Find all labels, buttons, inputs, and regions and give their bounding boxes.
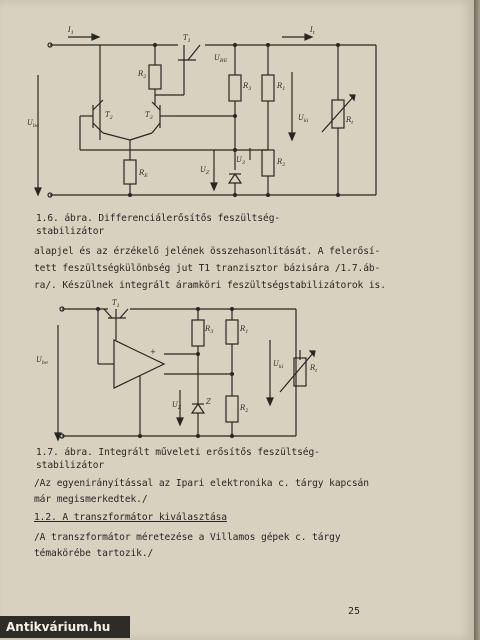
label-it: $I_t$ [310, 26, 315, 36]
figure-caption-1-6-line2: stabilizátor [36, 226, 105, 237]
label-ube-transistor: $U_{BE}$ [214, 54, 228, 64]
paragraph-line: /Az egyenirányítással az Ipari elektronika c. tárgy kapcsán [34, 478, 369, 489]
figure-caption-1-7-line2: stabilizátor [36, 460, 105, 471]
label-r3: $R_3$ [243, 82, 252, 92]
label-z: Z [206, 398, 211, 406]
paragraph-line: alapjel és az érzékelő jelének összehasonlítását. A felerősí- [34, 246, 381, 257]
label-r3: $R_3$ [205, 325, 214, 335]
label-r1: $R_1$ [240, 325, 249, 335]
watermark-logo: Antikvárium.hu [0, 616, 130, 638]
label-rt: $R_t$ [346, 116, 354, 126]
label-r2-right: $R_2$ [277, 158, 286, 168]
label-ube: $U_{be}$ [27, 119, 40, 129]
paragraph-line: /A transzformátor méretezése a Villamos gépek c. tárgy [34, 532, 341, 543]
label-re: $R_E$ [139, 169, 148, 179]
label-uki: $U_{ki}$ [273, 360, 284, 370]
label-t3: $T_3$ [145, 111, 153, 121]
figure-caption-1-7-line1: 1.7. ábra. Integrált műveleti erősítős feszültség- [36, 447, 320, 458]
label-ube: $U_{be}$ [36, 356, 49, 366]
paragraph-line: ra/. Készülnek integrált áramköri feszültségstabilizátorok is. [34, 280, 386, 291]
label-uki: $U_{ki}$ [298, 114, 309, 124]
paragraph-line: már megismerkedtek./ [34, 494, 148, 505]
label-t1: $T_1$ [183, 34, 191, 44]
label-t2: $T_2$ [105, 111, 113, 121]
label-t1: $T_1$ [112, 299, 120, 309]
label-uz: $U_Z$ [172, 401, 182, 411]
label-r1: $R_1$ [277, 82, 286, 92]
schematic-opamp-stabilizer [0, 300, 480, 445]
label-i1: $I_1$ [68, 26, 74, 36]
figure-caption-1-6-line1: 1.6. ábra. Differenciálerősítős feszültség- [36, 213, 281, 224]
paragraph-line: témakörébe tartozik./ [34, 548, 154, 559]
label-u3: $U_3$ [236, 156, 246, 166]
paragraph-line: tett feszültségkülönbség jut T1 tranzisztor bázisára /1.7.áb- [34, 263, 381, 274]
label-rt: $R_t$ [310, 364, 318, 374]
page-number: 25 [348, 606, 361, 617]
label-r2: $R_2$ [138, 70, 147, 80]
label-r2: $R_2$ [240, 404, 249, 414]
section-heading: 1.2. A transzformátor kiválasztása [34, 512, 227, 523]
schematic-differential-stabilizer [0, 0, 480, 215]
label-uz: $U_Z$ [200, 166, 210, 176]
label-plus: + [150, 348, 156, 356]
